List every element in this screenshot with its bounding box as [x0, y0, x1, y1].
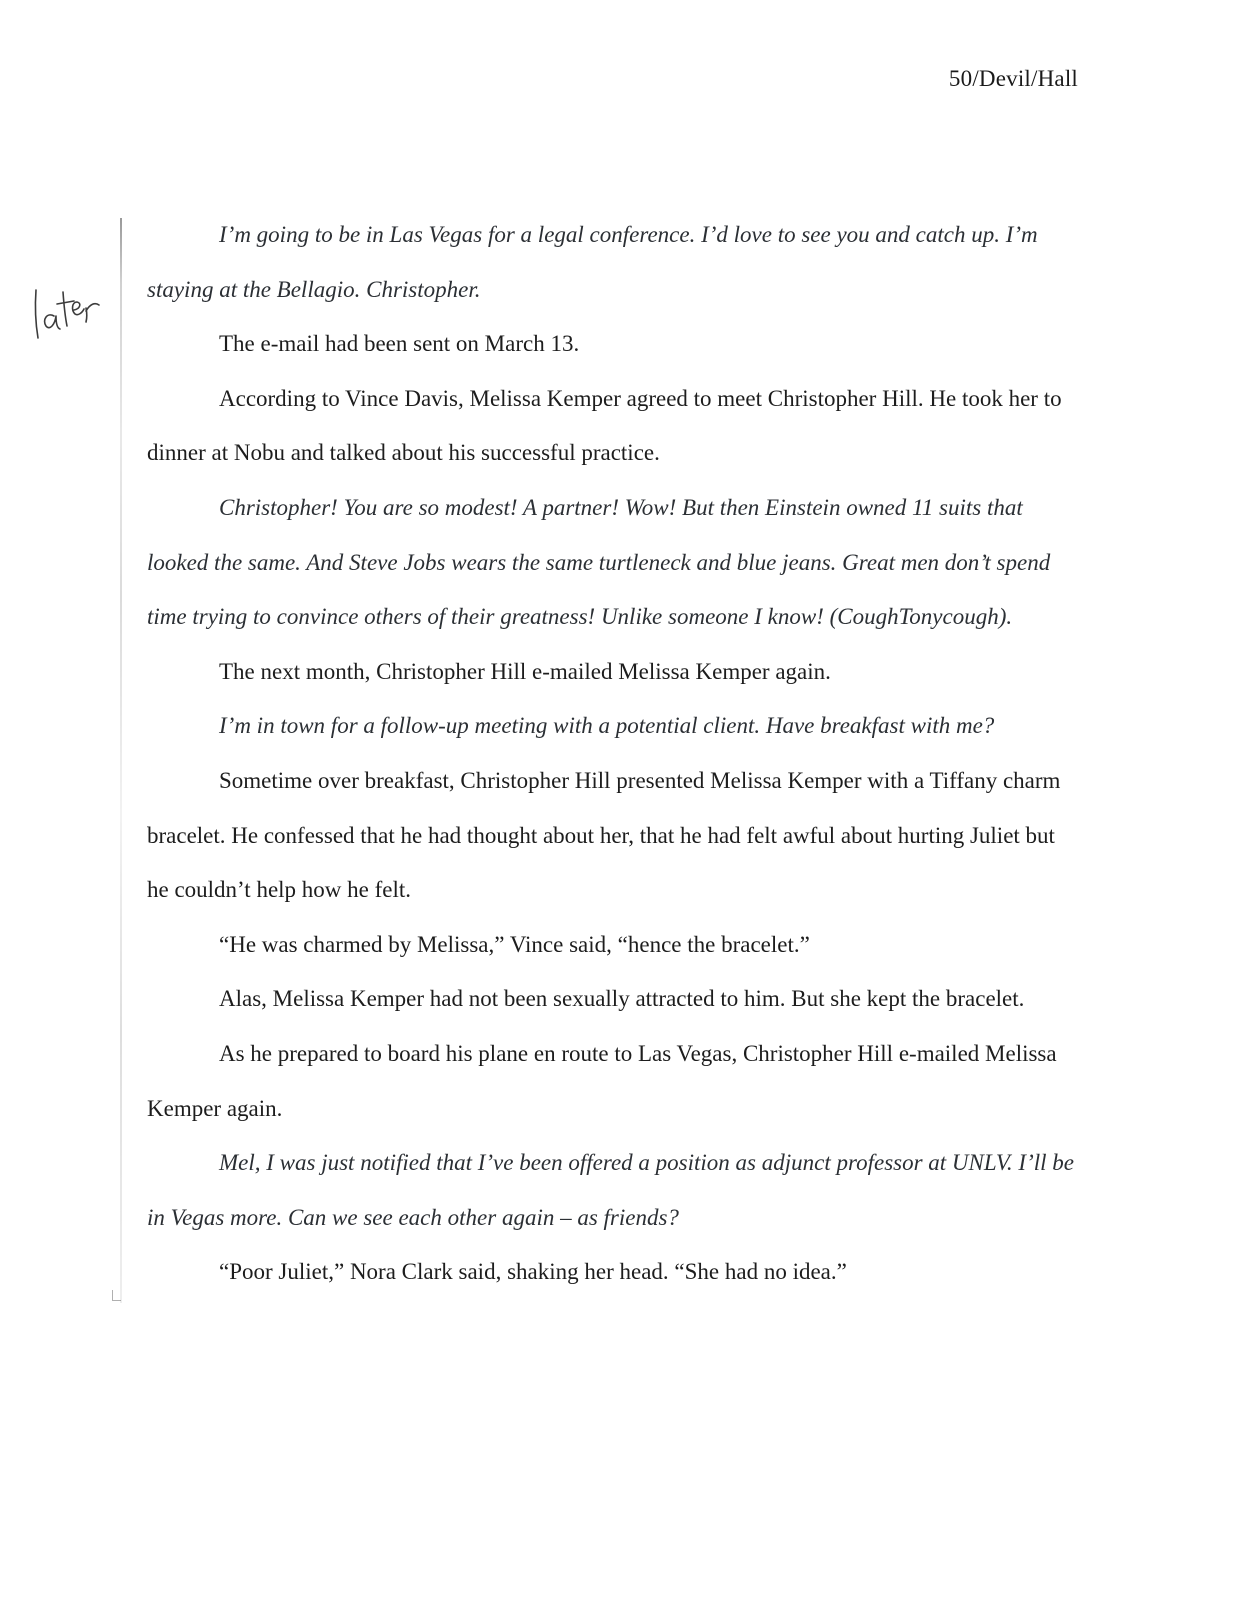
paragraph-8: “He was charmed by Melissa,” Vince said, “hence the bracelet.” — [219, 931, 810, 957]
margin-edit-line — [120, 218, 122, 1303]
paragraph-1-email-quote: I’m going to be in Las Vegas for a legal conference. I’d love to see you and catch up. I’m staying at the Bellagio. Christopher. — [147, 222, 1038, 302]
manuscript-body — [147, 208, 1077, 1300]
paragraph-10: As he prepared to board his plane en route to Las Vegas, Christopher Hill e-mailed Melissa Kemper again. — [147, 1040, 1057, 1121]
paragraph-9: Alas, Melissa Kemper had not been sexually attracted to him. But she kept the bracelet. — [219, 986, 1025, 1012]
paragraph-12: “Poor Juliet,” Nora Clark said, shaking her head. “She had no idea.” — [219, 1259, 847, 1285]
paragraph-3: According to Vince Davis, Melissa Kemper agreed to meet Christopher Hill. He took her to dinner at Nobu and talked about his successful practice. — [147, 385, 1062, 466]
paragraph-4-email-quote: Christopher! You are so modest! A partner! Wow! But then Einstein owned 11 suits that looked the same. And Steve Jobs wears the same turtleneck and blue jeans. Great men don’t spend time trying to convince others of their greatness! Unlike someone I know! (CoughTonycough). — [147, 494, 1051, 630]
paragraph-2: The e-mail had been sent on March 13. — [219, 331, 580, 357]
paragraph-11-email-quote: Mel, I was just notified that I’ve been offered a position as adjunct professor at UNLV. I’ll be in Vegas more. Can we see each other again – as friends? — [147, 1150, 1074, 1230]
paragraph-5: The next month, Christopher Hill e-mailed Melissa Kemper again. — [219, 658, 831, 684]
page-header-label: 50/Devil/Hall — [948, 66, 1078, 91]
margin-corner-mark — [112, 1290, 121, 1301]
paragraph-7: Sometime over breakfast, Christopher Hill presented Melissa Kemper with a Tiffany charm bracelet. He confessed that he had thought about her, that he had felt awful about hurting Juliet but he couldn’t help how he felt. — [147, 767, 1061, 903]
paragraph-6-email-quote: I’m in town for a follow-up meeting with a potential client. Have breakfast with me? — [219, 713, 995, 739]
handwritten-margin-note — [26, 276, 108, 346]
